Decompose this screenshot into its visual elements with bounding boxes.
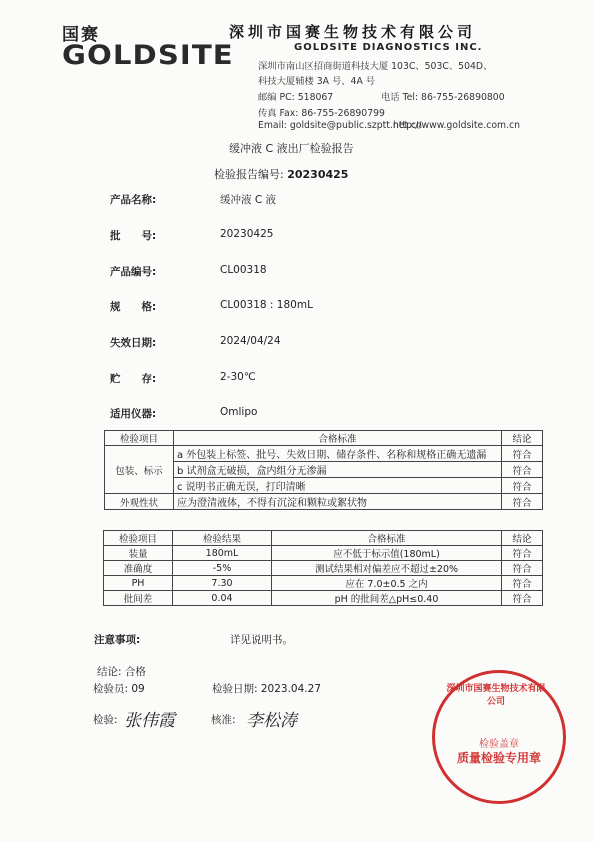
- field-label-expiry: 失效日期:: [110, 337, 157, 349]
- field-label-instrument: 适用仪器:: [110, 408, 157, 420]
- table-row: [104, 546, 543, 561]
- field-value-instrument: Omlipo: [220, 406, 258, 418]
- table-header-row: [104, 531, 543, 546]
- item-cell: 外观性状: [105, 494, 174, 510]
- item-cell: 装量: [104, 546, 173, 561]
- column-header: 合格标准: [174, 431, 502, 446]
- field-value-product-code: CL00318: [220, 264, 267, 276]
- email: Email: goldsite@public.szptt.net.cn: [258, 120, 423, 131]
- approver-label: 核准:: [211, 714, 236, 726]
- field-value-product-name: 缓冲液 C 液: [220, 194, 277, 206]
- telephone: 电话 Tel: 86-755-26890800: [381, 92, 505, 103]
- address-line-2: 科技大厦辅楼 3A 号、4A 号: [258, 76, 376, 87]
- item-cell: 准确度: [104, 561, 173, 576]
- packaging-inspection-table: [104, 430, 543, 510]
- table-header-row: [105, 431, 543, 446]
- table-row: [104, 561, 543, 576]
- seal-line-2: 质量检验专用章: [456, 751, 541, 765]
- report-number-value: 20230425: [287, 168, 349, 181]
- item-cell: PH: [104, 576, 173, 591]
- standard-cell: 应在 7.0±0.5 之内: [272, 576, 502, 591]
- field-value-expiry: 2024/04/24: [220, 335, 281, 347]
- standard-cell: 测试结果相对偏差应不超过±20%: [272, 561, 502, 576]
- result-cell: 符合: [502, 462, 543, 478]
- performance-inspection-table: [103, 530, 543, 606]
- report-number: [214, 166, 348, 182]
- result-cell: 符合: [502, 494, 543, 510]
- checker-label: 检验:: [93, 714, 118, 726]
- quality-inspection-seal: [432, 670, 566, 804]
- value-cell: 0.04: [173, 591, 272, 606]
- item-cell: 批间差: [104, 591, 173, 606]
- value-cell: -5%: [173, 561, 272, 576]
- field-label-spec: 规 格:: [110, 301, 157, 313]
- field-label-product-name: 产品名称:: [110, 194, 157, 206]
- standard-cell: pH 的批间差△pH≤0.40: [272, 591, 502, 606]
- address-line-1: 深圳市南山区招商街道科技大厦 103C、503C、504D、: [258, 61, 493, 72]
- result-cell: 符合: [502, 591, 543, 606]
- table-row: [104, 591, 543, 606]
- column-header: 结论: [502, 431, 543, 446]
- report-title: 缓冲液 C 液出厂检验报告: [229, 142, 354, 155]
- postcode: 邮编 PC: 518067: [258, 92, 334, 103]
- standard-cell: b 试剂盒无破损，盒内组分无渗漏: [174, 462, 502, 478]
- standard-cell: c 说明书正确无误，打印清晰: [174, 478, 502, 494]
- table-row: [105, 494, 543, 510]
- conclusion: 结论: 合格: [97, 666, 146, 678]
- standard-cell: 应为澄清液体，不得有沉淀和颗粒或絮状物: [174, 494, 502, 510]
- notes-value: 详见说明书。: [230, 634, 293, 646]
- field-label-product-code: 产品编号:: [110, 266, 157, 278]
- inspection-date: 检验日期: 2023.04.27: [212, 683, 321, 695]
- field-value-storage: 2-30℃: [220, 371, 256, 383]
- column-header: 检验项目: [105, 431, 174, 446]
- column-header: 检验项目: [104, 531, 173, 546]
- company-name-en: GOLDSITE DIAGNOSTICS INC.: [294, 42, 483, 53]
- website: http://www.goldsite.com.cn: [393, 120, 521, 131]
- checker-signature: 张伟霞: [124, 711, 175, 731]
- value-cell: 7.30: [173, 576, 272, 591]
- column-header: 合格标准: [272, 531, 502, 546]
- value-cell: 180mL: [173, 546, 272, 561]
- fax: 传真 Fax: 86-755-26890799: [258, 108, 385, 119]
- approver-signature: 李松涛: [246, 711, 297, 731]
- company-name-cn: 深圳市国赛生物技术有限公司: [229, 23, 477, 41]
- field-value-lot: 20230425: [220, 228, 274, 240]
- seal-line-1: 检验盖章: [479, 739, 519, 750]
- standard-cell: 应不低于标示值(180mL): [272, 546, 502, 561]
- result-cell: 符合: [502, 446, 543, 462]
- table-row: [104, 576, 543, 591]
- notes-label: 注意事项:: [94, 634, 141, 646]
- field-label-lot: 批 号:: [110, 230, 157, 242]
- standard-cell: a 外包装上标签、批号、失效日期、储存条件、名称和规格正确无遗漏: [174, 446, 502, 462]
- column-header: 结论: [502, 531, 543, 546]
- column-header: 检验结果: [173, 531, 272, 546]
- field-label-storage: 贮 存:: [110, 373, 157, 385]
- result-cell: 符合: [502, 576, 543, 591]
- result-cell: 符合: [502, 546, 543, 561]
- logo-chinese: 国赛: [62, 25, 100, 45]
- inspector: 检验员: 09: [93, 683, 145, 695]
- group-label: 包装、标示: [105, 446, 174, 494]
- result-cell: 符合: [502, 561, 543, 576]
- seal-ring-text: 深圳市国赛生物技术有限公司: [446, 684, 546, 707]
- field-value-spec: CL00318 : 180mL: [220, 299, 313, 311]
- logo-english: GOLDSITE: [62, 40, 234, 71]
- report-number-label: 检验报告编号:: [214, 168, 284, 181]
- table-row: [105, 446, 543, 462]
- result-cell: 符合: [502, 478, 543, 494]
